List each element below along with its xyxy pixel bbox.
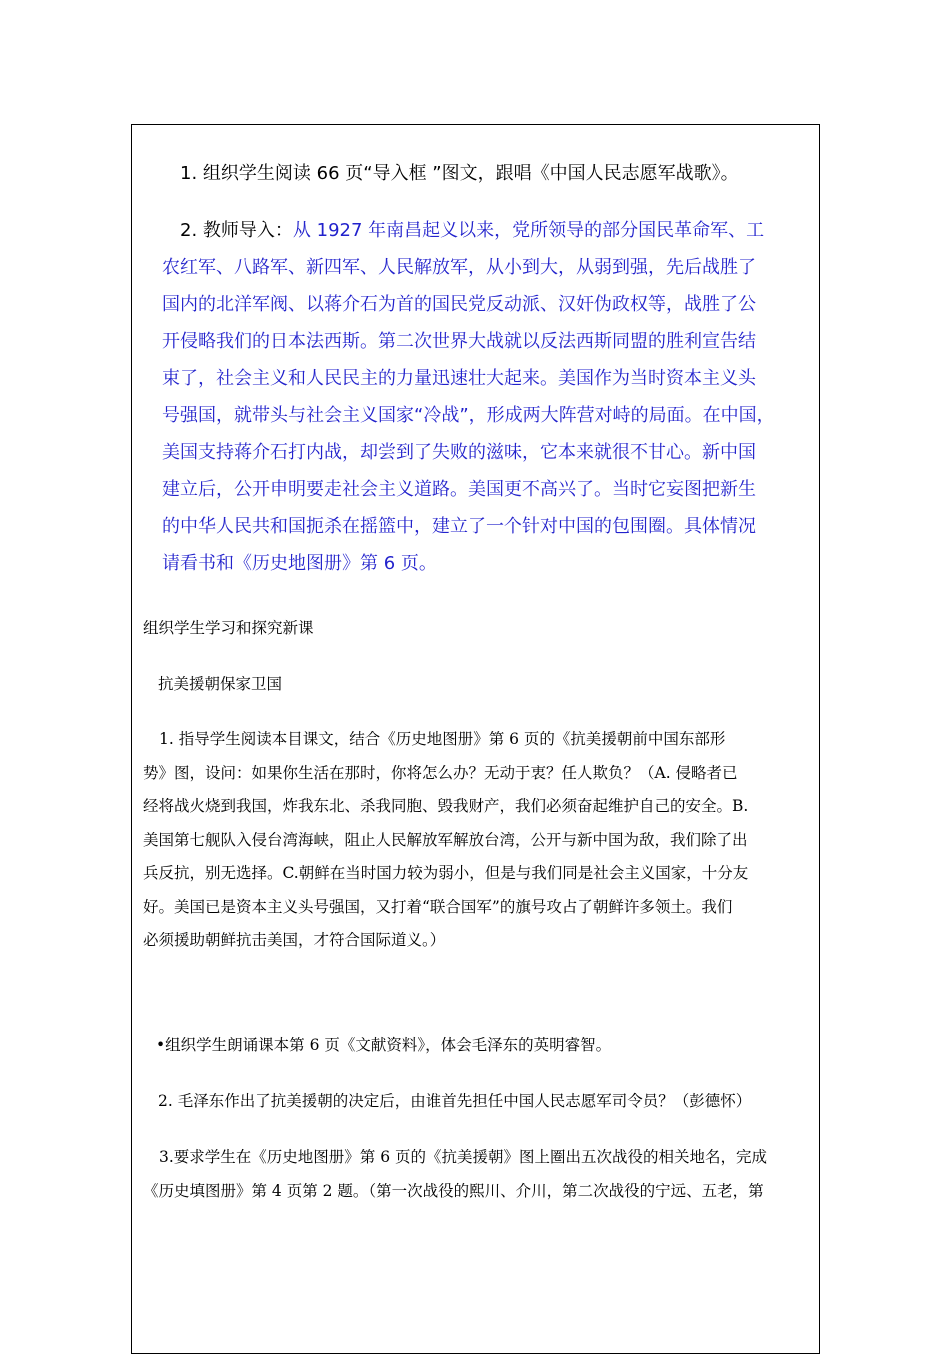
question-1-line: 1. 指导学生阅读本目课文，结合《历史地图册》第 6 页的《抗美援朝前中国东部形 <box>159 730 726 748</box>
intro-item-2-continuation <box>162 249 810 582</box>
intro-item-2-label: 2. 教师导入： <box>180 220 293 241</box>
intro-line: 请看书和《历史地图册》第 6 页。 <box>162 553 437 574</box>
question-3-line: 《历史填图册》第 4 页第 2 题。（第一次战役的熙川、介川，第二次战役的宁远、五老，第 <box>143 1181 764 1200</box>
intro-line: 美国支持蒋介石打内战，却尝到了失败的滋味，它本来就很不甘心。新中国 <box>162 442 756 463</box>
question-1-line: 美国第七舰队入侵台湾海峡，阻止人民解放军解放台湾，公开与新中国为敌，我们除了出 <box>143 830 748 849</box>
intro-line: 建立后，公开申明要走社会主义道路。美国更不高兴了。当时它妄图把新生 <box>162 479 756 500</box>
intro-item-2-line <box>180 212 810 249</box>
question-1-line: 经将战火烧到我国，炸我东北、杀我同胞、毁我财产，我们必须奋起维护自己的安全。B. <box>143 797 749 815</box>
question-1-line: 兵反抗，别无选择。C.朝鲜在当时国力较为弱小，但是与我们同是社会主义国家，十分友 <box>143 864 749 882</box>
question-1-line: 势》图，设问：如果你生活在那时，你将怎么办？无动于衷？任人欺负？（A. 侵略者已 <box>143 763 738 782</box>
intro-line: 国内的北洋军阀、以蒋介石为首的国民党反动派、汉奸伪政权等，战胜了公 <box>162 294 756 315</box>
intro-item-2 <box>180 212 810 249</box>
intro-item-1: 1. 组织学生阅读 66 页“导入框 ”图文，跟唱《中国人民志愿军战歌》。 <box>180 163 739 184</box>
intro-line: 束了，社会主义和人民民主的力量迅速壮大起来。美国作为当时资本主义头 <box>162 368 756 389</box>
subsection-title: 抗美援朝保家卫国 <box>158 675 283 693</box>
question-3-line: 3.要求学生在《历史地图册》第 6 页的《抗美援朝》图上圈出五次战役的相关地名，完成 <box>159 1148 768 1166</box>
section-title: 组织学生学习和探究新课 <box>143 619 314 637</box>
intro-item-2-text: 从 1927 年南昌起义以来，党所领导的部分国民革命军、工 <box>292 220 765 241</box>
intro-line: 农红军、八路军、新四军、人民解放军，从小到大，从弱到强，先后战胜了 <box>162 257 756 278</box>
question-3 <box>143 1141 813 1208</box>
question-2: 2. 毛泽东作出了抗美援朝的决定后，由谁首先担任中国人民志愿军司令员？（彭德怀） <box>158 1092 752 1110</box>
question-1-line: 必须援助朝鲜抗击美国，才符合国际道义。） <box>143 931 446 949</box>
question-1-line: 好。美国已是资本主义头号强国，又打着“联合国军”的旗号攻占了朝鲜许多领土。我们 <box>143 897 733 916</box>
intro-line: 号强国，就带头与社会主义国家“冷战”，形成两大阵营对峙的局面。在中国， <box>162 405 775 426</box>
question-1 <box>143 723 813 958</box>
intro-line: 开侵略我们的日本法西斯。第二次世界大战就以反法西斯同盟的胜利宣告结 <box>162 331 756 352</box>
intro-line: 的中华人民共和国扼杀在摇篮中，建立了一个针对中国的包围圈。具体情况 <box>162 516 756 537</box>
bullet-item: •组织学生朗诵课本第 6 页《文献资料》，体会毛泽东的英明睿智。 <box>156 1036 612 1054</box>
